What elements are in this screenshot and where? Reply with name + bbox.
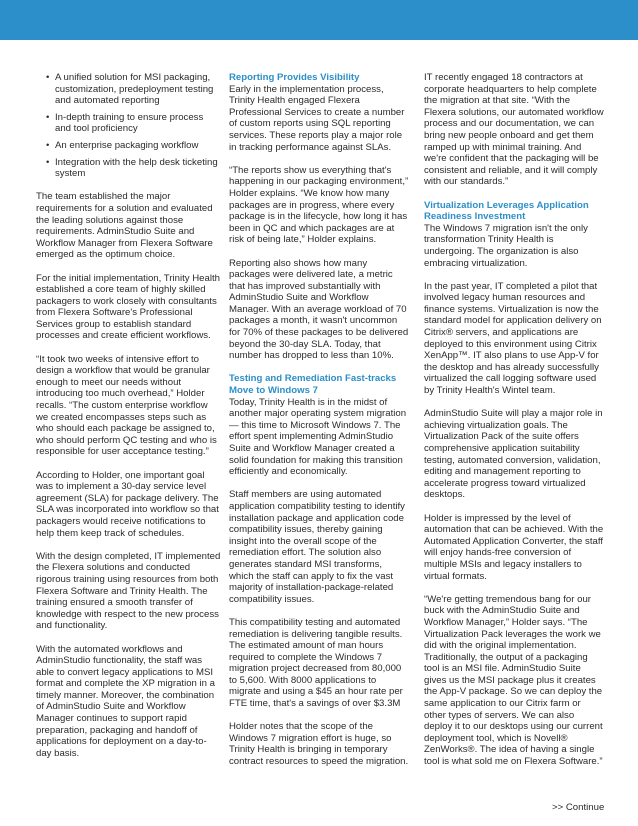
- body-paragraph: With the design completed, IT implemented the Flexera solutions and conducted rigorous training using resources from both Flexera Software and Trinity Health. The training ensured a smooth transfer of knowledge with respect to the new process and functionality.: [36, 550, 221, 632]
- continue-link[interactable]: >> Continue: [552, 802, 605, 813]
- section-heading-testing: Testing and Remediation Fast-tracks Move to Windows 7: [229, 373, 397, 397]
- feature-list-item: • A unified solution for MSI packaging, customization, predeployment testing and automated reporting: [36, 72, 221, 107]
- section-heading-virtualization: Virtualization Leverages Application Readiness Investment: [424, 199, 589, 223]
- body-paragraph: Today, Trinity Health is in the midst of another major operating system migration — this time to Microsoft Windows 7. The effort spent implementing AdminStudio Suite and Workflow Manager created a solid foundation for making this transition efficiently and economically.: [229, 396, 407, 478]
- column-middle: [229, 72, 409, 779]
- body-paragraph: In the past year, IT completed a pilot that involved legacy human resources and finance systems. Virtualization is now the standard model for application delivery on Citrix® servers, and applications are deployed to this environment using Citrix XenApp™. IT also plans to use App-V for the desktop and has already successfully virtualized the call logging software used by Trinity Health's Wintel team.: [424, 280, 602, 397]
- body-paragraph: The Windows 7 migration isn't the only transformation Trinity Health is undergoing. The organization is also embracing virtualization.: [424, 222, 588, 269]
- body-paragraph: “It took two weeks of intensive effort to design a workflow that would be granular enough to meet our needs without introducing too much overhead,” Holder recalls. “The custom enterprise workflow we created encompasses steps such as who should each package be assigned to, who should perform QC testing and who is responsible for user acceptance testing.”: [36, 353, 217, 458]
- feature-list-item: • Integration with the help desk ticketing system: [36, 157, 221, 180]
- feature-list-item: • An enterprise packaging workflow: [36, 140, 221, 152]
- body-paragraph: “The reports show us everything that's happening in our packaging environment,” Holder explains. “We know how many packages are in progress, where every package is in the lifecycle, how long it has been in QC and which packages are at risk of being late,” Holder explains.: [229, 164, 409, 246]
- header-bar: [0, 0, 638, 40]
- body-paragraph: Holder is impressed by the level of automation that can be achieved. With the Automated Application Converter, the staff will enjoy hands-free conversion of multiple MSIs and legacy installers to virtual formats.: [424, 512, 604, 582]
- body-paragraph: With the automated workflows and AdminStudio functionality, the staff was able to convert legacy applications to MSI format and complete the XP migration in a timely manner. Moreover, the combination of AdminStudio Suite and Workflow Manager continues to support rapid preparation, packaging and handoff of applications for deployment on a day-to-day basis.: [36, 643, 216, 759]
- body-paragraph: The team established the major requirements for a solution and evaluated the leading solutions against those requirements. AdminStudio Suite and Workflow Manager from Flexera Software emerged as the optimum choice.: [36, 191, 213, 261]
- column-right: [424, 72, 604, 779]
- body-paragraph: Staff members are using automated application compatibility testing to identify installation package and application code compatibility issues, thereby gaining insight into the overall scope of the remediation effort. The solution also generates standard MSI transforms, which the staff can apply to fix the vast majority of installation-package-related compatibility issues.: [229, 489, 405, 605]
- body-paragraph: “We're getting tremendous bang for our buck with the AdminStudio Suite and Workflow Manager,” Holder says. “The Virtualization Pack leverages the work we did with the original implementation. Traditionally, the output of a packaging tool is an MSI file. AdminStudio Suite gives us the MSI package plus it creates the App-V package. So we can deploy the same application to our Citrix farm or other types of servers. We can also deploy it to our desktops using our current deployment tool, which is Novell® ZenWorks®. The idea of having a single tool is what sold me on Flexera Software.”: [424, 593, 603, 768]
- body-paragraph: IT recently engaged 18 contractors at corporate headquarters to help complete the migration at that site. “With the Flexera solutions, our automated workflow process and our documentation, we can bring new people onboard and get them ramped up with minimal training. And we're confident that the packaging will be consistent and reliable, and it will comply with our standards.”: [424, 72, 604, 188]
- body-paragraph: Early in the implementation process, Trinity Health engaged Flexera Professional Services to create a number of custom reports using SQL reporting services. These reports play a major role in tracking performance against SLAs.: [229, 83, 405, 153]
- body-paragraph: According to Holder, one important goal was to implement a 30-day service level agreement (SLA) for package delivery. The SLA was incorporated into workflow so that packagers would receive notifications to help them keep track of schedules.: [36, 469, 219, 539]
- body-paragraph: AdminStudio Suite will play a major role in achieving virtualization goals. The Virtualization Pack of the suite offers comprehensive application suitability testing, automated conversion, validation, editing and management reporting to accelerate progress toward virtualized desktops.: [424, 408, 603, 501]
- body-paragraph: This compatibility testing and automated remediation is delivering tangible results. The estimated amount of man hours required to complete the Windows 7 migration project decreased from 80,000 to 5,600. With 8000 applications to migrate and using a $45 an hour rate per FTE time, that's a savings of over $3.3M: [229, 616, 403, 710]
- feature-list-item: • In-depth training to ensure process and tool proficiency: [36, 112, 221, 135]
- feature-list: [36, 72, 221, 180]
- section-heading-reporting: Reporting Provides Visibility: [229, 72, 360, 83]
- body-paragraph: For the initial implementation, Trinity Health established a core team of highly skilled packagers to work closely with consultants from Flexera Software's Professional Services group to establish standard processes and create efficient workflows.: [36, 272, 220, 342]
- body-paragraph: Reporting also shows how many packages were delivered late, a metric that has improved substantially with AdminStudio Suite and Workflow Manager. With an average workload of 70 packages a month, it wasn't uncommon for 70% of these packages to be delivered beyond the 30-day SLA. Today, that number has dropped to less than 10%.: [229, 257, 409, 362]
- column-left: [36, 72, 221, 771]
- body-paragraph: Holder notes that the scope of the Windows 7 migration effort is huge, so Trinity Health is bringing in temporary contract resources to speed the migration.: [229, 721, 409, 768]
